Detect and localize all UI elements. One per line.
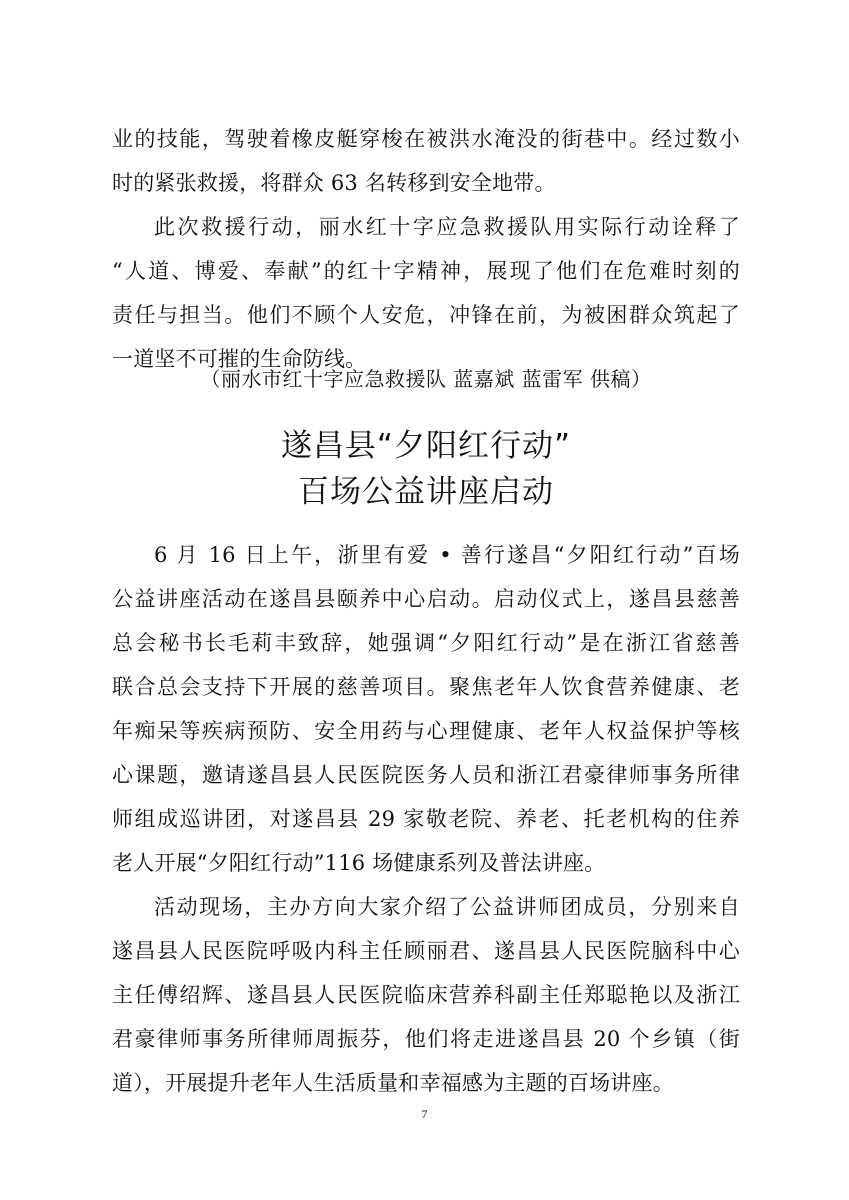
paragraph-line: 主任傅绍辉、遂昌县人民医院临床营养科副主任郑聪艳以及浙江 [112,983,740,1007]
paragraph-line: 联合总会支持下开展的慈善项目。聚焦老年人饮食营养健康、老 [112,675,740,699]
paragraph-line: 总会秘书长毛莉丰致辞，她强调“夕阳红行动”是在浙江省慈善 [112,631,740,655]
paragraph-line: 年痴呆等疾病预防、安全用药与心理健康、老年人权益保护等核 [112,719,740,743]
paragraph-line: 此次救援行动，丽水红十字应急救援队用实际行动诠释了 [154,215,740,239]
paragraph-line: 老人开展“夕阳红行动”116 场健康系列及普法讲座。 [112,851,606,875]
paragraph-line: 活动现场，主办方向大家介绍了公益讲师团成员，分别来自 [154,895,740,919]
paragraph-line: 责任与担当。他们不顾个人安危，冲锋在前，为被困群众筑起了 [112,303,740,327]
paragraph-line: 遂昌县人民医院呼吸内科主任顾丽君、遂昌县人民医院脑科中心 [112,939,740,963]
paragraph-line: 一道坚不可摧的生命防线。 [112,347,367,371]
article-title-line-1: 遂昌县“夕阳红行动” [280,428,572,464]
article-title-line-2: 百场公益讲座启动 [298,474,554,510]
paragraph-line: 道），开展提升老年人生活质量和幸福感为主题的百场讲座。 [112,1071,674,1095]
paragraph-line: 业的技能，驾驶着橡皮艇穿梭在被洪水淹没的街巷中。经过数小 [112,127,740,151]
paragraph-line: 公益讲座活动在遂昌县颐养中心启动。启动仪式上，遂昌县慈善 [112,587,740,611]
article-credit: （丽水市红十字应急救援队 蓝嘉斌 蓝雷军 供稿） [200,367,652,391]
paragraph-line: 心课题，邀请遂昌县人民医院医务人员和浙江君豪律师事务所律 [112,763,740,787]
paragraph-line: 君豪律师事务所律师周振芬，他们将走进遂昌县 20 个乡镇（街 [112,1027,740,1051]
paragraph-line: 时的紧张救援，将群众 63 名转移到安全地带。 [112,171,556,195]
page-number: 7 [421,1107,428,1121]
paragraph-line: “人道、博爱、奉献”的红十字精神，展现了他们在危难时刻的 [112,259,740,283]
paragraph-line: 6 月 16 日上午，浙里有爱 • 善行遂昌“夕阳红行动”百场 [154,543,740,567]
paragraph-line: 师组成巡讲团，对遂昌县 29 家敬老院、养老、托老机构的住养 [112,807,740,831]
